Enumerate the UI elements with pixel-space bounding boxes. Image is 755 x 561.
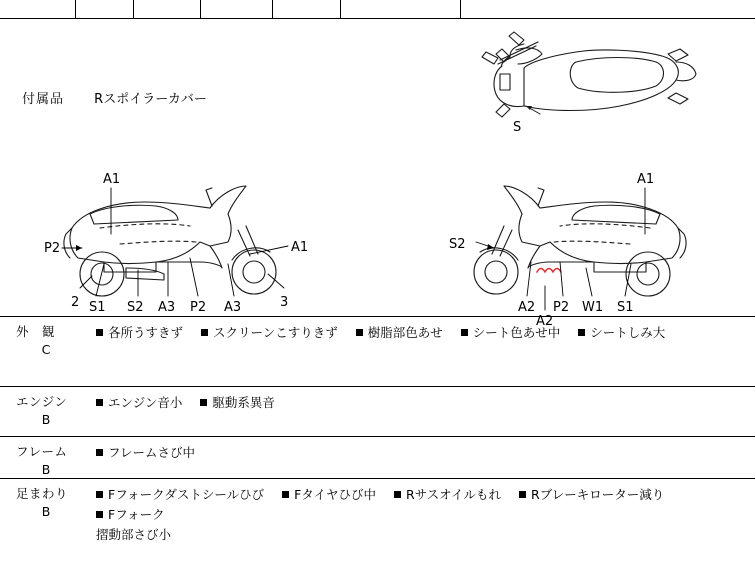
table-divider xyxy=(200,0,201,18)
callout-right-a2-second: A2 xyxy=(536,314,554,329)
condition-item xyxy=(96,485,264,505)
condition-item xyxy=(282,485,376,505)
bullet-square-icon xyxy=(461,329,468,336)
item-label: エンジン音小 xyxy=(108,395,183,410)
table-divider xyxy=(133,0,134,18)
category-label: 外 観 xyxy=(16,324,56,339)
bullet-square-icon xyxy=(96,491,103,498)
callout-left-a1-top: A1 xyxy=(103,172,121,187)
condition-item xyxy=(96,443,195,463)
item-label: 各所うすきず xyxy=(108,325,184,340)
category-legs xyxy=(16,485,90,520)
callout-left-p2: P2 xyxy=(44,241,61,256)
condition-item xyxy=(356,323,443,343)
item-label: シートしみ大 xyxy=(590,325,666,340)
callout-left-s1: S1 xyxy=(89,300,106,315)
bullet-square-icon xyxy=(96,399,103,406)
condition-item xyxy=(200,393,275,413)
category-label: 足まわり xyxy=(16,486,69,501)
callout-left-a1-right: A1 xyxy=(291,240,309,255)
callout-left-3: 3 xyxy=(280,295,289,310)
condition-item xyxy=(201,323,338,343)
grade-value: B xyxy=(41,462,51,477)
grade-value: B xyxy=(41,504,51,519)
category-frame xyxy=(16,443,90,478)
items-exterior xyxy=(96,317,755,349)
left-side-view-scooter xyxy=(64,186,276,296)
callout-left-a3-2: A3 xyxy=(224,300,242,315)
table-divider xyxy=(460,0,461,18)
category-label: エンジン xyxy=(16,394,68,409)
condition-item xyxy=(461,323,561,343)
bullet-square-icon xyxy=(578,329,585,336)
condition-item xyxy=(519,485,664,505)
grade-value: B xyxy=(41,412,51,427)
condition-row-frame xyxy=(0,436,755,478)
condition-row-engine xyxy=(0,386,755,436)
condition-rows xyxy=(0,316,755,540)
callout-left-a3-1: A3 xyxy=(158,300,176,315)
item-label: 樹脂部色あせ xyxy=(367,325,443,340)
category-exterior xyxy=(16,323,90,358)
condition-item xyxy=(96,393,182,413)
damage-diagram xyxy=(0,18,755,316)
bullet-square-icon xyxy=(96,511,103,518)
condition-item xyxy=(96,323,183,343)
callout-right-a1: A1 xyxy=(637,172,655,187)
table-divider xyxy=(272,0,273,18)
item-label: スクリーンこすりきず xyxy=(213,325,338,340)
category-label: フレーム xyxy=(16,444,68,459)
callout-left-p2b: P2 xyxy=(190,300,207,315)
accessory-label: 付属品 xyxy=(22,92,65,107)
condition-row-exterior xyxy=(0,316,755,386)
callout-right-s1: S1 xyxy=(617,300,634,315)
bullet-square-icon xyxy=(200,399,207,406)
top-view-scooter xyxy=(482,32,696,117)
grade-value: C xyxy=(41,342,51,357)
bullet-square-icon xyxy=(96,329,103,336)
scratch-mark xyxy=(537,269,561,273)
condition-item xyxy=(394,485,501,505)
callout-left-s2: S2 xyxy=(127,300,144,315)
item-continuation: 摺動部さび小 xyxy=(96,527,172,542)
items-legs xyxy=(96,479,755,551)
callout-right-a2: A2 xyxy=(518,300,536,315)
callout-top-s: S xyxy=(513,120,522,135)
item-label: Fフォークダストシールひび xyxy=(108,487,265,502)
items-frame xyxy=(96,437,755,469)
top-table-row xyxy=(0,0,755,19)
bullet-square-icon xyxy=(282,491,289,498)
category-engine xyxy=(16,393,90,428)
callout-right-w1: W1 xyxy=(582,300,604,315)
item-label: フレームさび中 xyxy=(108,445,196,460)
items-engine xyxy=(96,387,755,419)
item-label: Fフォーク xyxy=(108,507,165,522)
callout-right-p2: P2 xyxy=(553,300,570,315)
item-label: 駆動系異音 xyxy=(212,395,275,410)
bullet-square-icon xyxy=(394,491,401,498)
item-label: Fタイヤひび中 xyxy=(294,487,377,502)
bullet-square-icon xyxy=(201,329,208,336)
condition-row-legs xyxy=(0,478,755,540)
condition-item xyxy=(96,505,165,525)
item-label: シート色あせ中 xyxy=(472,325,561,340)
accessory-value: Rスポイラーカバー xyxy=(94,92,207,107)
damage-diagram-area xyxy=(0,18,755,329)
condition-item xyxy=(578,323,665,343)
item-label: Rブレーキローター減り xyxy=(531,487,665,502)
bullet-square-icon xyxy=(356,329,363,336)
table-divider xyxy=(340,0,341,18)
callout-left-2: 2 xyxy=(71,295,80,310)
callout-right-s2: S2 xyxy=(449,237,466,252)
right-side-view-scooter xyxy=(474,186,686,296)
item-label: Rサスオイルもれ xyxy=(406,487,502,502)
table-divider xyxy=(75,0,76,18)
bullet-square-icon xyxy=(519,491,526,498)
bullet-square-icon xyxy=(96,449,103,456)
